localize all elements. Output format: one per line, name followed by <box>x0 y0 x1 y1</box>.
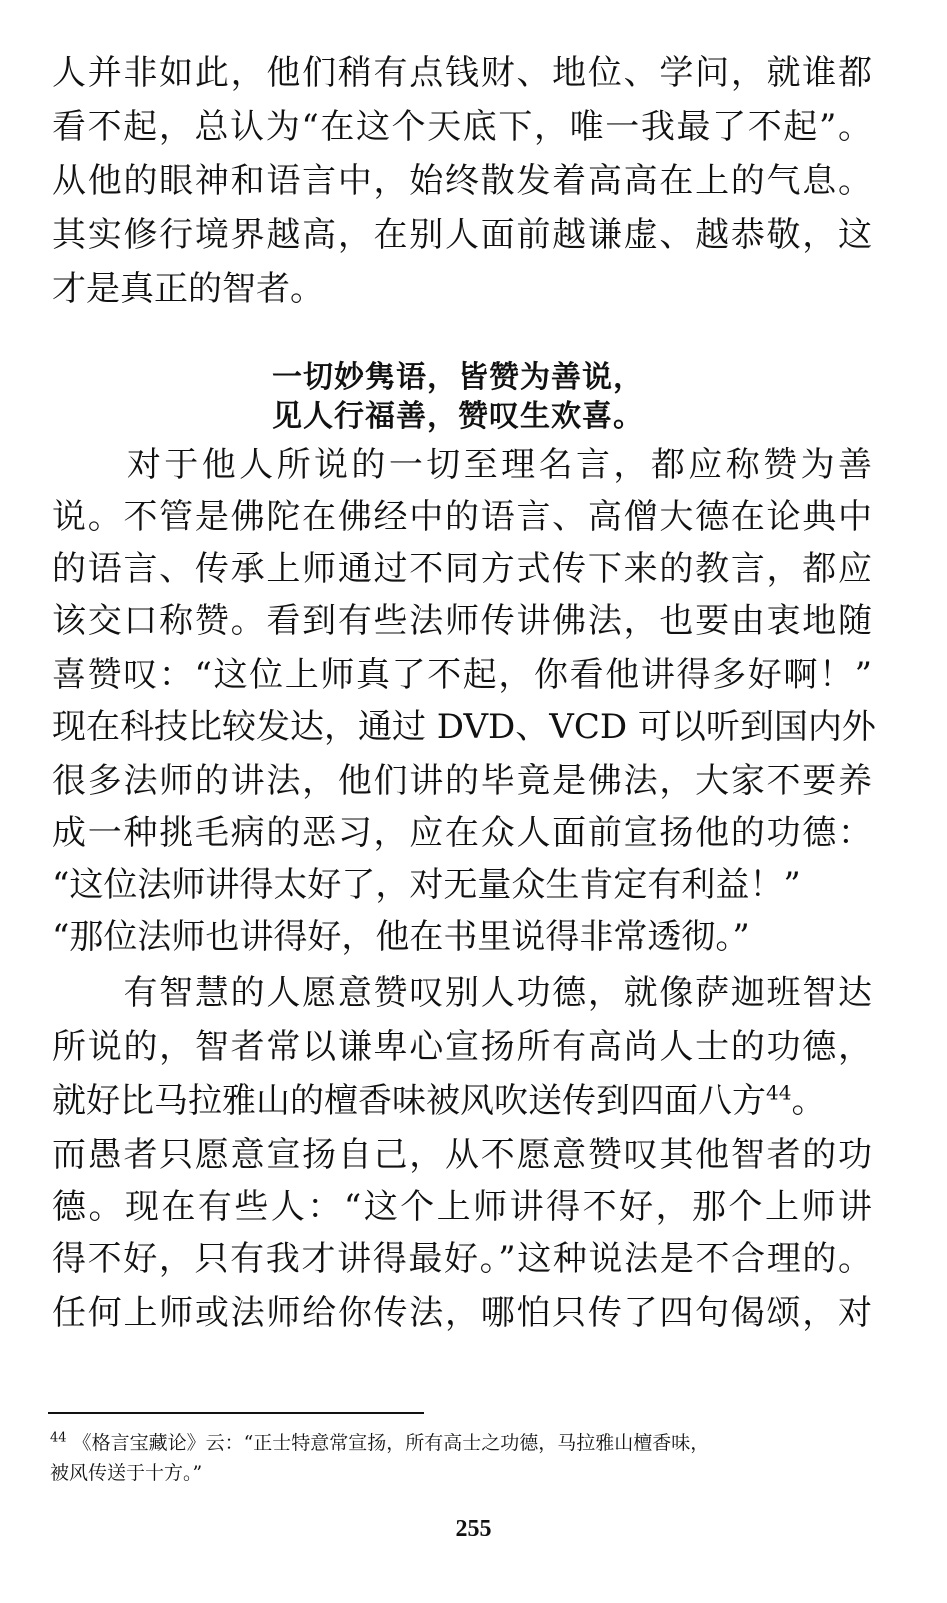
body-line: 所说的，智者常以谦卑心宣扬所有高尚人士的功德， <box>52 1027 872 1067</box>
body-line: 的语言、传承上师通过不同方式传下来的教言，都应 <box>52 549 872 589</box>
body-line: 现在科技比较发达，通过 DVD、VCD 可以听到国内外 <box>52 707 876 747</box>
body-line: 从他的眼神和语言中，始终散发着高高在上的气息。 <box>52 161 872 201</box>
body-line: “那位法师也讲得好，他在书里说得非常透彻。” <box>52 917 750 957</box>
body-line: 有智慧的人愿意赞叹别人功德，就像萨迦班智达 <box>52 973 872 1013</box>
footnote-divider <box>48 1412 424 1414</box>
body-line: 才是真正的智者。 <box>52 269 324 309</box>
verse-line: 一切妙隽语，皆赞为善说， <box>272 360 644 395</box>
body-line: 很多法师的讲法，他们讲的毕竟是佛法，大家不要养 <box>52 761 872 801</box>
punctuation: 。 <box>791 1081 826 1121</box>
body-line-with-footnote <box>52 1074 872 1128</box>
footnote-text: 《格言宝藏论》云：“正士特意常宣扬，所有高士之功德，马拉雅山檀香味， <box>72 1432 710 1454</box>
footnote-ref[interactable]: 44 <box>766 1080 792 1105</box>
body-line: 对于他人所说的一切至理名言，都应称赞为善 <box>52 445 872 485</box>
verse-line: 见人行福善，赞叹生欢喜。 <box>272 399 644 434</box>
body-line: 而愚者只愿意宣扬自己，从不愿意赞叹其他智者的功 <box>52 1135 872 1175</box>
body-line: 德。现在有些人：“这个上师讲得不好，那个上师讲 <box>52 1187 872 1227</box>
page-number: 255 <box>455 1516 492 1542</box>
footnote <box>50 1428 890 1458</box>
body-line: 任何上师或法师给你传法，哪怕只传了四句偈颂，对 <box>52 1293 872 1333</box>
body-line-text: 就好比马拉雅山的檀香味被风吹送传到四面八方 <box>52 1081 766 1121</box>
body-line: 得不好，只有我才讲得最好。”这种说法是不合理的。 <box>52 1239 872 1279</box>
body-line: “这位法师讲得太好了，对无量众生肯定有利益！” <box>52 865 801 905</box>
body-line: 其实修行境界越高，在别人面前越谦虚、越恭敬，这 <box>52 215 872 255</box>
footnote-number: 44 <box>50 1430 67 1446</box>
body-line: 喜赞叹：“这位上师真了不起，你看他讲得多好啊！” <box>52 655 872 695</box>
footnote-continuation: 被风传送于十方。” <box>50 1462 203 1484</box>
body-line: 说。不管是佛陀在佛经中的语言、高僧大德在论典中 <box>52 497 872 537</box>
body-line: 看不起，总认为“在这个天底下，唯一我最了不起”。 <box>52 107 872 147</box>
body-line: 人并非如此，他们稍有点钱财、地位、学问，就谁都 <box>52 53 872 93</box>
body-line: 成一种挑毛病的恶习，应在众人面前宣扬他的功德： <box>52 813 872 853</box>
body-line: 该交口称赞。看到有些法师传讲佛法，也要由衷地随 <box>52 601 872 641</box>
